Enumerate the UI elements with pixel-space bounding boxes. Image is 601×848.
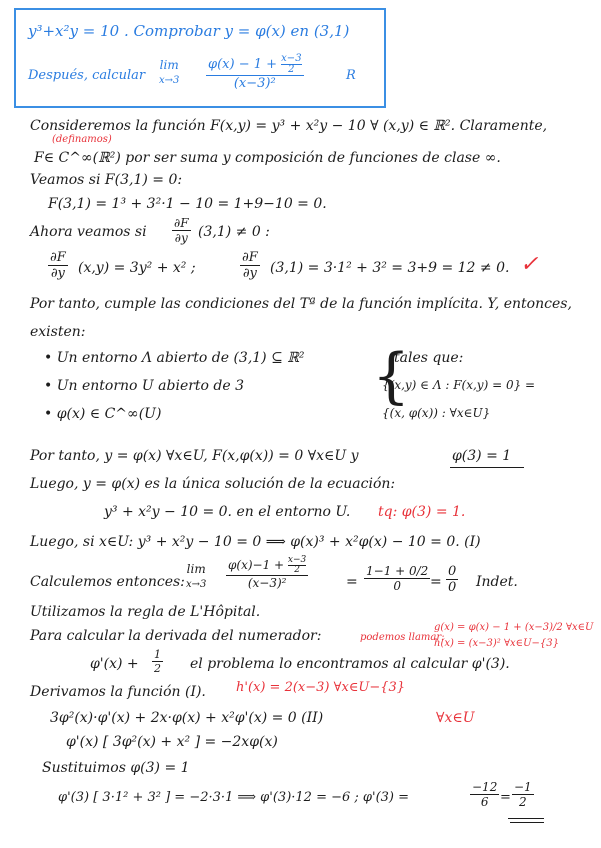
- text-line-16-b: el problema lo encontramos al calcular φ'(3).: [190, 656, 510, 672]
- indeterminate-label: Indet.: [476, 574, 518, 590]
- evaluated-top: 1−1 + 0/2: [366, 564, 429, 578]
- limit-num-frac-bot: 2: [294, 565, 300, 575]
- equals-2: =: [430, 574, 442, 590]
- evaluated-bot: 0: [393, 579, 401, 593]
- text-line-5-prefix: Ahora veamos si: [30, 224, 147, 240]
- result-underline-2: [510, 822, 544, 823]
- result1-top: −12: [472, 780, 498, 794]
- zero-bot: 0: [448, 580, 457, 595]
- text-line-9: Por tanto, y = φ(x) ∀x∈U, F(x,φ(x)) = 0 ∀x∈U y: [30, 448, 359, 464]
- partial-derivative-fraction-2: [48, 250, 68, 281]
- text-line-21: φ'(3) [ 3·1² + 3² ] = −2·3·1 ⟹ φ'(3)·12 = −6 ; φ'(3) =: [58, 790, 410, 805]
- brace-text-1: tales que:: [394, 350, 464, 366]
- text-line-1: Consideremos la función F(x,y) = y³ + x²y − 10 ∀ (x,y) ∈ ℝ². Claramente,: [30, 118, 548, 134]
- bullet-3: • φ(x) ∈ C^∞(U): [44, 406, 162, 422]
- partial-derivative-fraction: [172, 216, 191, 245]
- result-underline-1: [508, 818, 544, 819]
- text-line-12: Luego, si x∈U: y³ + x²y − 10 = 0 ⟹ φ(x)³ + x²φ(x) − 10 = 0. (I): [30, 534, 481, 550]
- evaluated-fraction: [364, 564, 430, 593]
- problem-num-frac-top: x−3: [281, 53, 302, 64]
- result-fraction-2: [512, 780, 534, 809]
- text-line-17: Derivamos la función (I).: [30, 684, 206, 700]
- brace-text-3: {(x, φ(x)) : ∀x∈U}: [382, 406, 491, 420]
- text-line-7: Por tanto, cumple las condiciones del Tª de la función implícita. Y, entonces,: [30, 296, 572, 312]
- text-line-15-red: podemos llamar:: [360, 632, 445, 643]
- text-line-17-red: h'(x) = 2(x−3) ∀x∈U−{3}: [236, 680, 406, 695]
- problem-line-1: y³+x²y = 10 . Comprobar y = φ(x) en (3,1): [28, 22, 350, 40]
- zero-top: 0: [448, 564, 457, 579]
- text-line-10: Luego, y = φ(x) es la única solución de la ecuación:: [30, 476, 396, 492]
- limit-main-fraction: [226, 556, 308, 590]
- brace-icon: {: [372, 341, 411, 411]
- text-line-6-mid: (x,y) = 3y² + x² ;: [78, 260, 196, 276]
- problem-line-2-prefix: Después, calcular: [28, 68, 146, 83]
- brace-text-2: {(x,y) ∈ Λ : F(x,y) = 0} =: [382, 378, 536, 392]
- bullet-2: • Un entorno U abierto de 3: [44, 378, 245, 394]
- text-line-8: existen:: [30, 324, 86, 340]
- underline: [450, 467, 524, 468]
- partial2-top: ∂F: [50, 250, 66, 265]
- text-line-19: φ'(x) [ 3φ²(x) + x² ] = −2xφ(x): [66, 734, 278, 750]
- limit-lim: lim: [186, 562, 206, 576]
- result-fraction-1: [470, 780, 499, 809]
- problem-limit: [159, 58, 179, 86]
- partial-bot: ∂y: [174, 231, 188, 245]
- text-line-11-red: tq: φ(3) = 1.: [378, 504, 466, 520]
- half-top: 1: [154, 648, 161, 661]
- text-line-2: F∈ C^∞(ℝ²) por ser suma y composición de funciones de clase ∞.: [34, 150, 501, 166]
- zero-over-zero: [446, 564, 458, 595]
- partial-derivative-fraction-3: [240, 250, 260, 281]
- problem-numerator: φ(x) − 1 +: [208, 57, 278, 72]
- limit-num-frac-top: x−3: [287, 555, 307, 565]
- problem-limit-lim: lim: [159, 58, 179, 72]
- text-line-18: 3φ²(x)·φ'(x) + 2x·φ(x) + x²φ'(x) = 0 (II): [50, 710, 324, 726]
- problem-statement-box: [14, 8, 386, 108]
- result2-bot: 2: [519, 795, 527, 809]
- result-equals: =: [500, 790, 511, 805]
- result2-top: −1: [514, 780, 532, 794]
- text-line-6-end: (3,1) = 3·1² + 3² = 3+9 = 12 ≠ 0.: [270, 260, 510, 276]
- problem-limit-sub: x→3: [159, 75, 180, 86]
- red-def-g: g(x) = φ(x) − 1 + (x−3)/2 ∀x∈U: [434, 622, 594, 633]
- problem-num-frac-bot: 2: [288, 64, 295, 75]
- check-mark-icon: ✓: [520, 252, 539, 277]
- partial3-top: ∂F: [242, 250, 258, 265]
- text-line-5-suffix: (3,1) ≠ 0 :: [198, 224, 270, 240]
- text-line-13-prefix: Calculemos entonces:: [30, 574, 185, 590]
- bullet-1: • Un entorno Λ abierto de (3,1) ⊆ ℝ²: [44, 350, 305, 366]
- red-def-h: h(x) = (x−3)² ∀x∈U−{3}: [434, 638, 559, 649]
- text-line-11: y³ + x²y − 10 = 0. en el entorno U.: [104, 504, 351, 520]
- limit-sub: x→3: [186, 579, 207, 590]
- half-bot: 2: [154, 662, 161, 675]
- text-line-4: F(3,1) = 1³ + 3²·1 − 10 = 1+9−10 = 0.: [48, 196, 327, 212]
- text-line-14: Utilizamos la regla de L'Hôpital.: [30, 604, 261, 620]
- partial-top: ∂F: [174, 216, 189, 230]
- partial3-bot: ∂y: [242, 266, 257, 281]
- result1-bot: 6: [480, 795, 489, 809]
- partial2-bot: ∂y: [50, 266, 65, 281]
- phi-3-eq-1: φ(3) = 1: [452, 448, 512, 464]
- problem-limit-fraction: [206, 54, 304, 91]
- text-line-18-red: ∀x∈U: [436, 710, 475, 726]
- limit-den: (x−3)²: [247, 576, 287, 590]
- limit-expression: [186, 562, 206, 590]
- half-fraction: [152, 648, 163, 675]
- text-line-15: Para calcular la derivada del numerador:: [30, 628, 322, 644]
- text-line-3: Veamos si F(3,1) = 0:: [30, 172, 183, 188]
- note-definamos: (definamos): [52, 134, 112, 145]
- problem-denominator: (x−3)²: [233, 76, 276, 91]
- problem-suffix: R: [346, 68, 356, 83]
- text-line-20: Sustituimos φ(3) = 1: [42, 760, 190, 776]
- limit-num: φ(x)−1 +: [228, 558, 285, 572]
- text-line-16-a: φ'(x) +: [90, 656, 139, 672]
- equals-1: =: [346, 574, 358, 590]
